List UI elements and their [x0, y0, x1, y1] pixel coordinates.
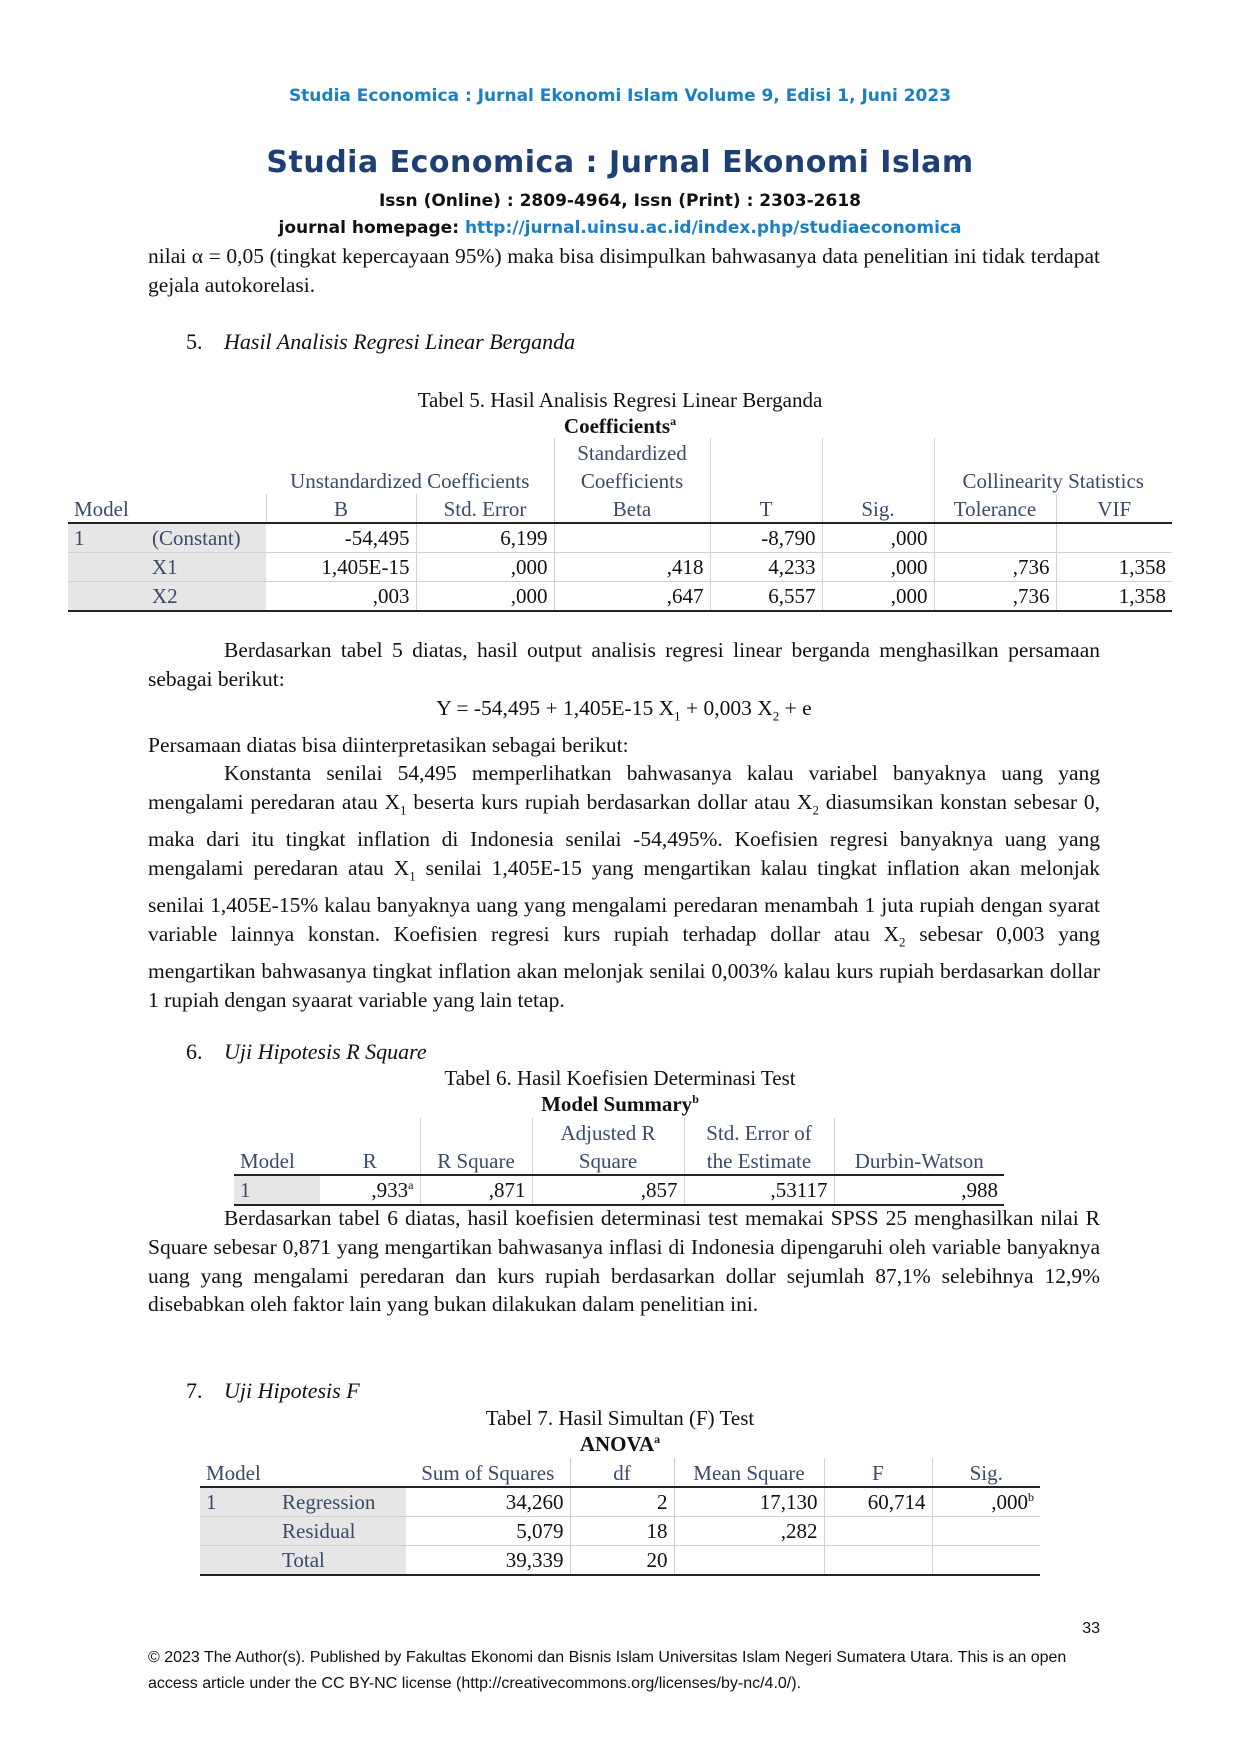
para5c-sub: 1 — [400, 802, 407, 818]
section7-number: 7. — [186, 1378, 203, 1403]
cell-t: 4,233 — [710, 553, 822, 582]
para5c-sub: 2 — [812, 802, 819, 818]
table-row — [200, 1546, 1040, 1576]
cell-r-value: ,933 — [371, 1177, 409, 1202]
cell-ms: 17,130 — [674, 1487, 824, 1517]
cell-sig — [932, 1487, 1040, 1517]
cell-f — [824, 1517, 932, 1546]
cell-vif: 1,358 — [1056, 582, 1172, 612]
table-row — [68, 553, 1172, 582]
cell-ss: 39,339 — [406, 1546, 570, 1576]
unstd-header: Unstandardized Coefficients — [290, 469, 530, 493]
adjusted-header-2: Square — [532, 1146, 684, 1175]
cell-r — [320, 1175, 420, 1205]
adjusted-header-1: Adjusted R — [532, 1118, 684, 1146]
std-header-1: Standardized — [554, 438, 710, 466]
cell-beta: ,418 — [554, 553, 710, 582]
table-row — [68, 523, 1172, 553]
model-header: Model — [68, 494, 146, 523]
dw-header: Durbin-Watson — [834, 1146, 1004, 1175]
se-header: Std. Error — [416, 494, 554, 523]
cell-se: ,000 — [416, 553, 554, 582]
cell-b: -54,495 — [266, 523, 416, 553]
cell-name: Total — [276, 1546, 406, 1576]
se-header-2: the Estimate — [684, 1146, 834, 1175]
rsquare-header: R Square — [420, 1146, 532, 1175]
table-row — [200, 1487, 1040, 1517]
table5-title-text: Coefficients — [563, 414, 671, 438]
tolerance-header: Tolerance — [934, 494, 1056, 523]
cell-ss: 34,260 — [406, 1487, 570, 1517]
cell-df: 18 — [570, 1517, 674, 1546]
std-header-2: Coefficients — [554, 466, 710, 494]
vif-header: VIF — [1056, 494, 1172, 523]
cell-model: 1 — [234, 1175, 320, 1205]
cell-adjusted: ,857 — [532, 1175, 684, 1205]
cell-name: X1 — [146, 553, 266, 582]
b-header: B — [266, 494, 416, 523]
ms-header: Mean Square — [674, 1458, 824, 1487]
section5-number: 5. — [186, 329, 203, 354]
table-row — [68, 582, 1172, 612]
cell-se: ,53117 — [684, 1175, 834, 1205]
cell-df: 2 — [570, 1487, 674, 1517]
cell-f: 60,714 — [824, 1487, 932, 1517]
cell-model — [200, 1546, 276, 1576]
cell-rsquare: ,871 — [420, 1175, 532, 1205]
section7-heading — [186, 1377, 1086, 1406]
model-summary-table — [234, 1118, 1004, 1206]
cell-beta: ,647 — [554, 582, 710, 612]
cell-model — [68, 582, 146, 612]
section6-heading — [186, 1038, 1086, 1067]
table-row — [200, 1517, 1040, 1546]
cell-vif: 1,358 — [1056, 553, 1172, 582]
model-header: Model — [234, 1146, 320, 1175]
homepage-link[interactable]: http://jurnal.uinsu.ac.id/index.php/studiaeconomica — [464, 218, 962, 238]
cell-b: 1,405E-15 — [266, 553, 416, 582]
intro-text: nilai α = 0,05 (tingkat kepercayaan 95%) maka bisa disimpulkan bahwasanya data penelitian ini tidak terdapat gejala autokorelasi. — [148, 244, 1100, 297]
cell-sig: ,000 — [822, 553, 934, 582]
cell-model — [200, 1517, 276, 1546]
eq-part: + e — [779, 695, 812, 720]
para5c-text: sebesar 0,003 yang mengartikan bahwasanya tingkat inflation akan melonjak senilai 0,003% kalau kurs rupiah berdasarkan dollar 1 rupiah dengan syaarat variable yang lain tetap. — [148, 922, 1100, 1012]
table5-title — [0, 414, 1240, 439]
para5c — [148, 759, 1100, 1014]
section7-title: Uji Hipotesis F — [224, 1378, 360, 1403]
para5c-text: diasumsikan konstan sebesar 0, maka dari itu tingkat inflation di Indonesia senilai -54,495%. Koefisien regresi banyaknya uang yang mengalami peredaran atau X — [148, 790, 1100, 881]
table7-title-text: ANOVA — [579, 1432, 655, 1456]
para5b: Persamaan diatas bisa diinterpretasikan sebagai berikut: — [148, 732, 629, 757]
se-header-1: Std. Error of — [684, 1118, 834, 1146]
cell-sig: ,000 — [822, 523, 934, 553]
cell-se: ,000 — [416, 582, 554, 612]
cell-model: 1 — [68, 523, 146, 553]
section5-discussion — [148, 636, 1100, 1015]
section5-heading — [186, 328, 1086, 357]
table7-title-sup: a — [654, 1432, 661, 1446]
cell-model: 1 — [200, 1487, 276, 1517]
regression-equation — [148, 694, 1100, 731]
cell-tolerance: ,736 — [934, 582, 1056, 612]
eq-part: Y = -54,495 + 1,405E-15 X — [436, 695, 675, 720]
cell-ss: 5,079 — [406, 1517, 570, 1546]
section6-title: Uji Hipotesis R Square — [224, 1039, 427, 1064]
cell-tolerance: ,736 — [934, 553, 1056, 582]
cell-dw: ,988 — [834, 1175, 1004, 1205]
issn-line: Issn (Online) : 2809-4964, Issn (Print) : 2303-2618 — [378, 191, 861, 211]
beta-header: Beta — [554, 494, 710, 523]
cell-tolerance — [934, 523, 1056, 553]
table6-title-sup: b — [692, 1092, 699, 1106]
section6-discussion — [148, 1204, 1100, 1319]
copyright-footer: © 2023 The Author(s). Published by Fakultas Ekonomi dan Bisnis Islam Universitas Islam Negeri Sumatera Utara. This is an open access article under the CC BY-NC license (http://creativecommons.org/licenses/by-nc/4.0/). — [148, 1649, 1067, 1692]
cell-sig-sup: b — [1028, 1489, 1034, 1504]
t-header: T — [710, 494, 822, 523]
cell-r-sup: a — [408, 1177, 414, 1192]
table6-title-text: Model Summary — [541, 1092, 693, 1116]
cell-vif — [1056, 523, 1172, 553]
coefficients-table — [68, 438, 1172, 612]
cell-name: (Constant) — [146, 523, 266, 553]
para5c-text: senilai 1,405E-15 yang mengartikan kalau tingkat inflation akan melonjak senilai 1,405E-15% kalau banyaknya uang yang mengalami peredaran menambah 1 juta rupiah dengan syarat variable lainnya konstan. Koefisien regresi kurs rupiah terhadap dollar atau X — [148, 856, 1100, 947]
homepage-label: journal homepage: — [278, 218, 460, 238]
section5-title: Hasil Analisis Regresi Linear Berganda — [224, 329, 576, 354]
cell-sig-value: ,000 — [991, 1489, 1028, 1514]
cell-ms — [674, 1546, 824, 1576]
para5c-text: beserta kurs rupiah berdasarkan dollar atau X — [406, 790, 813, 815]
para5c-sub: 2 — [899, 934, 906, 950]
cell-name: X2 — [146, 582, 266, 612]
model-header: Model — [200, 1458, 276, 1487]
eq-part: + 0,003 X — [680, 695, 773, 720]
intro-paragraph — [148, 242, 1100, 300]
table6-caption: Tabel 6. Hasil Koefisien Determinasi Test — [444, 1066, 796, 1090]
cell-sig: ,000 — [822, 582, 934, 612]
f-header: F — [824, 1458, 932, 1487]
cell-t: 6,557 — [710, 582, 822, 612]
cell-name: Regression — [276, 1487, 406, 1517]
cell-t: -8,790 — [710, 523, 822, 553]
cell-beta — [554, 523, 710, 553]
eq-sub: 2 — [772, 707, 780, 723]
cell-name: Residual — [276, 1517, 406, 1546]
para6: Berdasarkan tabel 6 diatas, hasil koefisien determinasi test memakai SPSS 25 menghasilkan nilai R Square sebesar 0,871 yang mengartikan bahwasanya inflasi di Indonesia dipengaruhi oleh variable banyaknya uang yang mengalami peredaran dan kurs rupiah berdasarkan dollar sejumlah 87,1% selebihnya 12,9% disebabkan oleh faktor lain yang bukan dilakukan dalam penelitian ini. — [148, 1206, 1100, 1317]
table6-title — [0, 1092, 1240, 1117]
para5c-sub: 1 — [409, 868, 416, 884]
table5-title-sup: a — [670, 414, 677, 428]
collinearity-header: Collinearity Statistics — [934, 466, 1172, 494]
para5a: Berdasarkan tabel 5 diatas, hasil output analisis regresi linear berganda menghasilkan persamaan sebagai berikut: — [148, 638, 1100, 691]
homepage-line — [0, 218, 1240, 238]
cell-sig — [932, 1517, 1040, 1546]
cell-sig — [932, 1546, 1040, 1576]
table5-caption: Tabel 5. Hasil Analisis Regresi Linear Berganda — [417, 388, 823, 412]
table7-title — [0, 1432, 1240, 1457]
sig-header: Sig. — [822, 494, 934, 523]
ss-header: Sum of Squares — [406, 1458, 570, 1487]
cell-b: ,003 — [266, 582, 416, 612]
cell-model — [68, 553, 146, 582]
anova-table — [200, 1458, 1040, 1576]
section6-number: 6. — [186, 1039, 203, 1064]
df-header: df — [570, 1458, 674, 1487]
cell-df: 20 — [570, 1546, 674, 1576]
eq-sub: 1 — [674, 707, 681, 723]
sig-header: Sig. — [932, 1458, 1040, 1487]
journal-issue-line: Studia Economica : Jurnal Ekonomi Islam Volume 9, Edisi 1, Juni 2023 — [288, 86, 952, 106]
cell-f — [824, 1546, 932, 1576]
table-row — [234, 1175, 1004, 1205]
cell-se: 6,199 — [416, 523, 554, 553]
page-number: 33 — [1082, 1620, 1100, 1637]
para5c-text: Konstanta senilai 54,495 memperlihatkan bahwasanya kalau variabel banyaknya uang yang mengalami peredaran atau X — [148, 761, 1100, 815]
cell-ms: ,282 — [674, 1517, 824, 1546]
r-header: R — [320, 1146, 420, 1175]
journal-name: Studia Economica : Jurnal Ekonomi Islam — [266, 145, 974, 180]
table7-caption: Tabel 7. Hasil Simultan (F) Test — [485, 1406, 755, 1430]
